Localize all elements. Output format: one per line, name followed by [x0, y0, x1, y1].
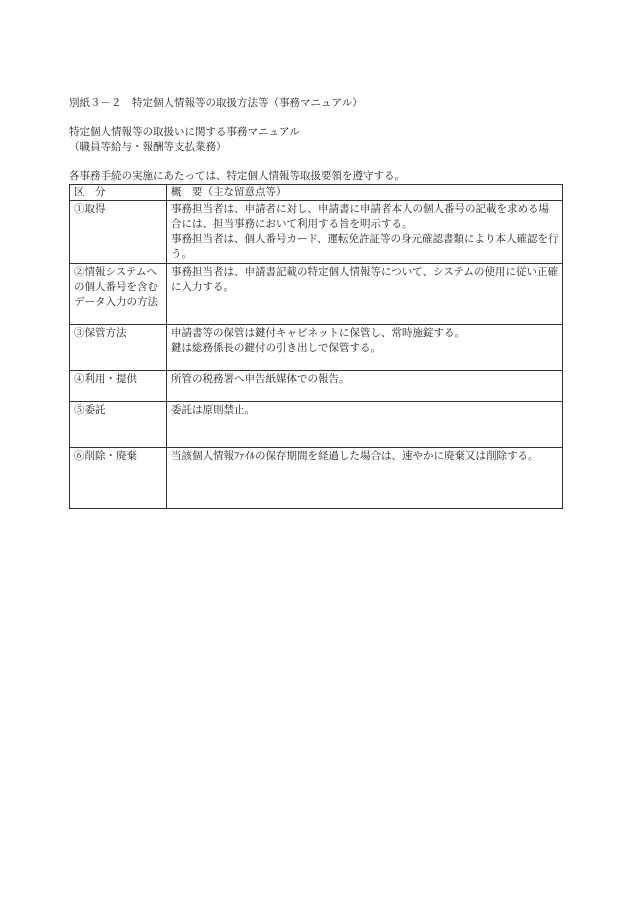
- row-details: [167, 264, 563, 325]
- header-overview: 概 要（主な留意点等）: [167, 185, 563, 201]
- header-category: 区 分: [70, 185, 167, 201]
- table-row: [70, 325, 563, 371]
- table-header-row: [70, 185, 563, 201]
- row-details: [167, 402, 563, 448]
- detail-text: 事務担当者は、個人番号カード、運転免許証等の身元確認書類により本人確認を行う。: [171, 233, 559, 260]
- table-row: [70, 201, 563, 264]
- table-row: [70, 448, 563, 509]
- attachment-header: 別紙３－２ 特定個人情報等の取扱方法等（事務マニュアル）: [69, 97, 363, 109]
- row-category: ⑥削除・廃棄: [70, 448, 167, 509]
- row-details: [167, 201, 563, 264]
- detail-text: 所管の税務署へ申告紙媒体での報告。: [171, 373, 350, 385]
- row-category: ②情報システムへの個人番号を含むデータ入力の方法: [70, 264, 167, 325]
- manual-subtitle: （職員等給与・報酬等支払業務）: [69, 141, 227, 153]
- detail-text: 事務担当者は、申請書記載の特定個人情報等について、システムの使用に従い正確に入力する。: [171, 266, 559, 293]
- row-category: ③保管方法: [70, 325, 167, 371]
- row-details: [167, 448, 563, 509]
- detail-text: 事務担当者は、申請者に対し、申請書に申請者本人の個人番号の記載を求める場合には、担当事務において利用する旨を明示する。: [171, 203, 549, 230]
- row-category: ①取得: [70, 201, 167, 264]
- row-details: [167, 371, 563, 402]
- row-category: ⑤委託: [70, 402, 167, 448]
- detail-text: 当該個人情報ﾌｧｲﾙの保存期間を経過した場合は、速やかに廃棄又は削除する。: [171, 450, 539, 462]
- detail-text: 委託は原則禁止。: [171, 404, 255, 416]
- table-row: [70, 264, 563, 325]
- manual-table: [69, 184, 563, 509]
- table-row: [70, 371, 563, 402]
- intro-text: 各事務手続の実施にあたっては、特定個人情報等取扱要領を遵守する。: [69, 170, 405, 182]
- detail-text: 鍵は総務係長の鍵付の引き出しで保管する。: [171, 342, 381, 354]
- row-category: ④利用・提供: [70, 371, 167, 402]
- row-details: [167, 325, 563, 371]
- table-row: [70, 402, 563, 448]
- manual-title: 特定個人情報等の取扱いに関する事務マニュアル: [69, 126, 300, 138]
- detail-text: 申請書等の保管は鍵付キャビネットに保管し、常時施錠する。: [171, 327, 465, 339]
